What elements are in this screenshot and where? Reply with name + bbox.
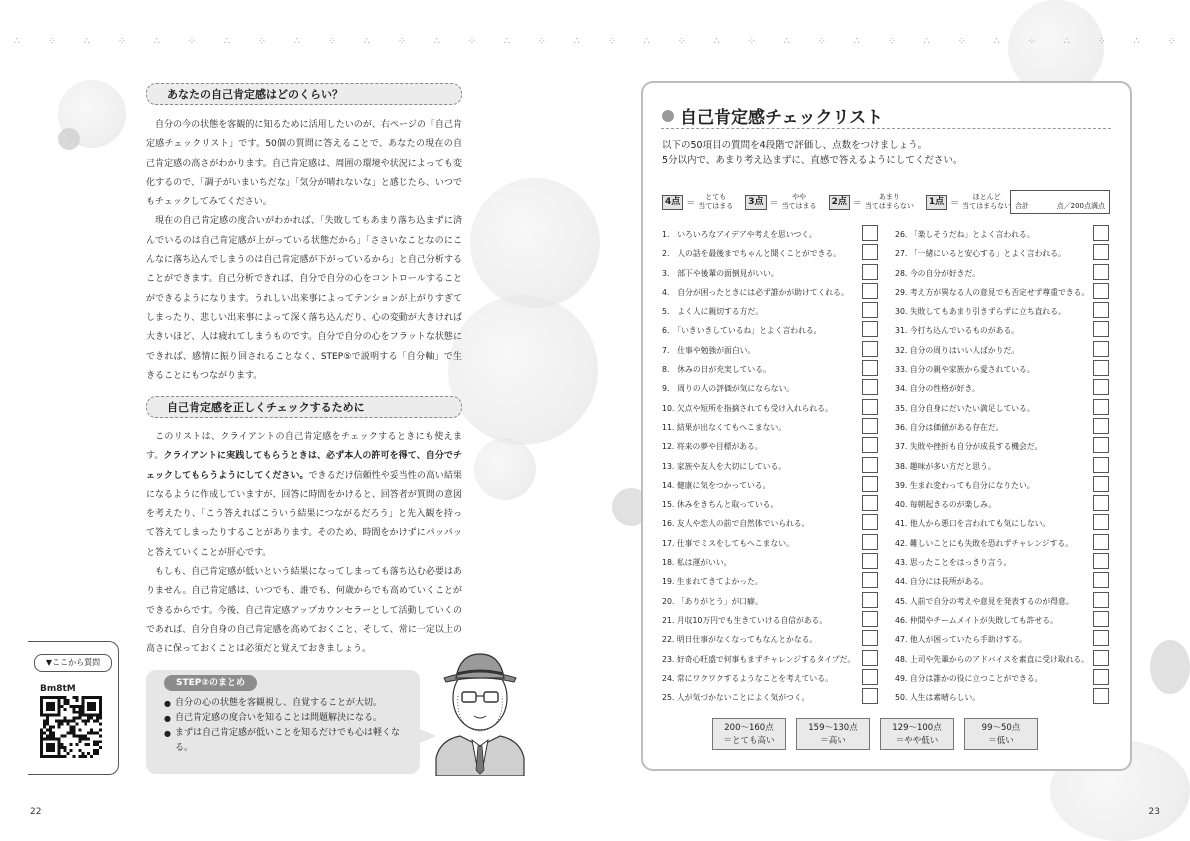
question-row xyxy=(662,630,878,649)
legend-points: 2点 xyxy=(829,195,850,210)
decorative-blob xyxy=(448,295,598,445)
score-checkbox[interactable] xyxy=(862,495,878,511)
ornament-mark: ∴ xyxy=(83,36,91,47)
question-text: 28. 今の自分が好きだ。 xyxy=(895,268,981,278)
ornament-mark: ∴ xyxy=(13,36,21,47)
score-checkbox[interactable] xyxy=(1093,630,1109,646)
question-row xyxy=(895,302,1111,321)
question-text: 6. 「いきいきしているね」とよく言われる。 xyxy=(662,326,822,336)
score-checkbox[interactable] xyxy=(862,457,878,473)
score-checkbox[interactable] xyxy=(1093,399,1109,415)
question-text: 26. 「楽しそうだね」とよく言われる。 xyxy=(895,230,1035,239)
ornament-mark: ⁘ xyxy=(747,36,757,47)
question-text: 25. 人が気づかないことによく気がつく。 xyxy=(662,693,810,703)
decorative-blob xyxy=(470,178,600,308)
question-text: 11. 結果が出なくてもへこまない。 xyxy=(662,422,787,432)
question-row xyxy=(662,360,878,379)
question-row xyxy=(895,283,1111,302)
ornament-mark: ∴ xyxy=(853,36,860,47)
score-checkbox[interactable] xyxy=(1093,302,1109,318)
question-text: 33. 自分の親や家族から愛されている。 xyxy=(895,365,1035,375)
ornament-mark: ∴ xyxy=(573,36,581,47)
question-text: 2. 人の話を最後までちゃんと聞くことができる。 xyxy=(662,249,841,259)
score-checkbox[interactable] xyxy=(1093,244,1109,260)
section-body xyxy=(146,428,462,660)
question-row xyxy=(662,572,878,591)
score-checkbox[interactable] xyxy=(1093,418,1109,434)
question-text: 38. 趣味が多い方だと思う。 xyxy=(895,461,996,471)
decorative-blob xyxy=(1150,640,1190,694)
score-checkbox[interactable] xyxy=(1093,457,1109,473)
question-text: 44. 自分には長所がある。 xyxy=(895,577,988,587)
legend-desc: やや 当てはまる xyxy=(781,193,817,210)
score-checkbox[interactable] xyxy=(862,399,878,415)
score-range-box: 200～160点 ＝とても高い xyxy=(712,718,786,750)
ornament-mark: ∴ xyxy=(993,36,1000,47)
top-ornament-border xyxy=(0,36,1190,50)
score-range-box: 159～130点 ＝高い xyxy=(796,718,870,750)
ornament-mark: ⁘ xyxy=(1027,36,1036,47)
score-checkbox[interactable] xyxy=(862,669,878,685)
score-checkbox[interactable] xyxy=(1093,688,1109,704)
ornament-mark: ∴ xyxy=(923,36,930,47)
question-text: 1. いろいろなアイデアや考えを思いつく。 xyxy=(662,230,817,239)
question-text: 15. 休みをきちんと取っている。 xyxy=(662,500,779,510)
question-text: 21. 月収10万円でも生きていける自信がある。 xyxy=(662,615,828,625)
question-text: 24. 常にワクワクするようなことを考えている。 xyxy=(662,673,833,683)
question-text: 36. 自分は価値がある存在だ。 xyxy=(895,422,1004,432)
question-row xyxy=(895,592,1111,611)
ornament-mark: ∴ xyxy=(783,36,790,47)
bold-emphasis: クライアントに実践してもらうときは、必ず本人の許可を得て、自分でチェックしてもらうようにしてください。 xyxy=(146,451,462,481)
question-row xyxy=(895,225,1111,244)
question-text: 4. 自分が困ったときには必ず誰かが助けてくれる。 xyxy=(662,287,849,297)
score-checkbox[interactable] xyxy=(1093,379,1109,395)
score-checkbox[interactable] xyxy=(1093,650,1109,666)
question-row xyxy=(662,495,878,514)
question-text: 41. 他人から悪口を言われても気にしない。 xyxy=(895,519,1051,529)
ornament-mark: ⁘ xyxy=(467,36,477,47)
question-text: 17. 仕事でミスをしてもへこまない。 xyxy=(662,538,794,548)
score-checkbox[interactable] xyxy=(862,572,878,588)
question-text: 7. 仕事や勉強が面白い。 xyxy=(662,345,756,355)
total-score-field[interactable] xyxy=(1010,190,1110,214)
score-checkbox[interactable] xyxy=(1093,225,1109,241)
ornament-mark: ⁘ xyxy=(187,36,197,47)
person-illustration xyxy=(430,640,530,776)
summary-list xyxy=(164,696,404,756)
section-heading-text: あなたの自己肯定感はどのくらい？ xyxy=(167,88,343,101)
score-checkbox[interactable] xyxy=(862,283,878,299)
question-row xyxy=(662,688,878,707)
ornament-mark: ∴ xyxy=(433,36,441,47)
question-row xyxy=(662,611,878,630)
divider xyxy=(661,128,1111,129)
question-text: 37. 失敗や挫折も自分が成長する機会だ。 xyxy=(895,442,1043,452)
score-checkbox[interactable] xyxy=(1093,669,1109,685)
ornament-mark: ⁘ xyxy=(327,36,337,47)
question-text: 5. よく人に親切する方だ。 xyxy=(662,307,764,317)
score-checkbox[interactable] xyxy=(1093,283,1109,299)
score-checkbox[interactable] xyxy=(1093,341,1109,357)
score-legend: 4点 ＝ とても 当てはまる 3点 ＝ やや 当てはまる 2点 ＝ あまり 当てはまらない 1点 ＝ ほとんど 当てはまらない xyxy=(662,193,1023,211)
ornament-mark: ∴ xyxy=(223,36,231,47)
score-checkbox[interactable] xyxy=(862,592,878,608)
question-text: 9. 周りの人の評価が気にならない。 xyxy=(662,384,795,394)
question-row xyxy=(662,283,878,302)
legend-desc: あまり 当てはまらない xyxy=(864,193,914,210)
ornament-mark: ⁘ xyxy=(1167,36,1176,47)
ornament-mark: ⁘ xyxy=(957,36,966,47)
score-checkbox[interactable] xyxy=(862,225,878,241)
paragraph: 自分の今の状態を客観的に知るために活用したいのが、右ページの「自己肯定感チェックリスト」です。50個の質問に答えることで、あなたの現在の自己肯定感の高さがわかります。自己肯定感は、周囲の環境や状況によっても変化するので、「調子がいまいちだな」「気分が晴れないな」と感じたら、いつでもチェックしてみてください。 xyxy=(146,120,462,208)
ornament-mark: ⁘ xyxy=(607,36,617,47)
score-checkbox[interactable] xyxy=(862,514,878,530)
score-checkbox[interactable] xyxy=(1093,553,1109,569)
score-checkbox[interactable] xyxy=(862,553,878,569)
question-row xyxy=(662,437,878,456)
question-row xyxy=(662,592,878,611)
legend-points: 1点 xyxy=(926,195,947,210)
question-row xyxy=(662,225,878,244)
legend-points: 3点 xyxy=(745,195,766,210)
score-checkbox[interactable] xyxy=(862,611,878,627)
total-label: 合計 xyxy=(1015,202,1029,210)
ornament-mark: ∴ xyxy=(1133,36,1140,47)
question-text: 39. 生まれ変わっても自分になりたい。 xyxy=(895,480,1035,490)
question-row xyxy=(895,476,1111,495)
question-row xyxy=(662,457,878,476)
ornament-mark: ∴ xyxy=(293,36,301,47)
score-checkbox[interactable] xyxy=(862,302,878,318)
question-row xyxy=(895,495,1111,514)
question-row xyxy=(895,514,1111,533)
question-text: 50. 人生は素晴らしい。 xyxy=(895,693,981,703)
summary-tag: STEP②のまとめ xyxy=(164,675,257,691)
checklist-intro: 以下の50項目の質問を4段階で評価し、点数をつけましょう。 5分以内で、あまり考え込まずに、直感で答えるようにしてください。 xyxy=(662,140,963,166)
question-text: 10. 欠点や短所を指摘されても受け入れられる。 xyxy=(662,403,833,413)
question-row xyxy=(895,572,1111,591)
checklist-title: 自己肯定感チェックリスト xyxy=(662,103,883,128)
question-row xyxy=(895,379,1111,398)
question-text: 13. 家族や友人を大切にしている。 xyxy=(662,461,787,471)
paragraph: もしも、自己肯定感が低いという結果になってしまっても落ち込む必要はありません。自己肯定感は、いつでも、誰でも、何歳からでも高めていくことができるからです。今後、自己肯定感アップカウンセラーとして活動していくのであれば、自分自身の自己肯定感を高めておくこと、そして、常に一定以上の高さに保っておくことは必須だと覚えておきましょう。 xyxy=(146,567,462,655)
question-text: 20. 「ありがとう」が口癖。 xyxy=(662,596,763,606)
qr-tab: ▼ここから質問 xyxy=(34,654,112,672)
score-checkbox[interactable] xyxy=(862,341,878,357)
section-heading-text: 自己肯定感を正しくチェックするために xyxy=(167,401,365,414)
question-row xyxy=(895,553,1111,572)
question-text: 48. 上司や先輩からのアドバイスを素直に受け取れる。 xyxy=(895,654,1089,664)
question-row xyxy=(662,650,878,669)
score-checkbox[interactable] xyxy=(1093,514,1109,530)
score-checkbox[interactable] xyxy=(1093,476,1109,492)
decorative-blob xyxy=(58,128,80,150)
question-text: 32. 自分の周りはいい人ばかりだ。 xyxy=(895,345,1020,355)
question-row xyxy=(895,399,1111,418)
question-row xyxy=(662,534,878,553)
question-row xyxy=(895,534,1111,553)
question-text: 16. 友人や恋人の前で自然体でいられる。 xyxy=(662,519,810,529)
ornament-mark: ∴ xyxy=(503,36,511,47)
score-checkbox[interactable] xyxy=(862,534,878,550)
score-checkbox[interactable] xyxy=(862,418,878,434)
ornament-mark: ⁘ xyxy=(117,36,127,47)
question-row xyxy=(895,630,1111,649)
score-checkbox[interactable] xyxy=(1093,572,1109,588)
score-checkbox[interactable] xyxy=(862,437,878,453)
question-text: 45. 人前で自分の考えや意見を発表するのが得意。 xyxy=(895,596,1074,606)
question-row xyxy=(662,399,878,418)
question-row xyxy=(662,321,878,340)
score-checkbox[interactable] xyxy=(862,379,878,395)
paragraph: このリストは、クライアントの自己肯定感をチェックするときにも使えます。クライアントに実践してもらうときは、必ず本人の許可を得て、自分でチェックしてもらうようにしてください。できるだけ信頼性や妥当性の高い結果になるように作成していますが、回答に時間をかけると、回答者が質問の意図を考えたり、「こう答えればこういう結果につながるだろう」と先入観を持って答えてしまったりすることがあります。そのため、時間をかけずにパッパッと答えていくことが肝心です。 xyxy=(146,432,462,558)
question-text: 30. 失敗してもあまり引きずらずに立ち直れる。 xyxy=(895,307,1066,317)
score-checkbox[interactable] xyxy=(862,630,878,646)
total-suffix: 点／200点満点 xyxy=(1056,202,1105,210)
list-item: ● まずは自己肯定感が低いことを知るだけでも心は軽くなる。 xyxy=(164,726,404,756)
question-row xyxy=(895,669,1111,688)
question-row xyxy=(662,244,878,263)
question-row xyxy=(895,360,1111,379)
ornament-mark: ⁘ xyxy=(537,36,547,47)
question-row xyxy=(895,321,1111,340)
question-row xyxy=(662,302,878,321)
score-checkbox[interactable] xyxy=(862,244,878,260)
legend-desc: ほとんど 当てはまらない xyxy=(962,193,1012,210)
paragraph: 現在の自己肯定感の度合いがわかれば、「失敗してもあまり落ち込まずに済んでいるのは自己肯定感が上がっている状態だから」「ささいなことなのにこんなに落ち込んでしまうのは自己肯定感が下がっているから」と自己分析することができます。自己分析できれば、自分で自分の心をコントロールすることができるようになります。うれしい出来事によってテンションが上がりすぎてしまったり、悲しい出来事によって深く落ち込んだり、心の変動が大きければ大きいほど、人は疲れてしまうものです。自分で自分の心をフラットな状態にできれば、感情に振り回されることなく、STEP⑤で説明する「自分軸」で生きることにもつながります。 xyxy=(146,216,462,381)
score-ranges xyxy=(712,718,1038,750)
question-row xyxy=(895,437,1111,456)
section-heading xyxy=(146,396,462,418)
score-checkbox[interactable] xyxy=(1093,264,1109,280)
question-row xyxy=(662,514,878,533)
score-checkbox[interactable] xyxy=(1093,611,1109,627)
question-row xyxy=(662,264,878,283)
question-text: 8. 休みの日が充実している。 xyxy=(662,365,771,375)
title-dot-icon xyxy=(662,110,674,122)
score-checkbox[interactable] xyxy=(862,321,878,337)
ornament-mark: ∴ xyxy=(363,36,371,47)
ornament-mark: ∴ xyxy=(1063,36,1070,47)
page-number: 23 xyxy=(1148,807,1160,817)
ornament-mark: ⁘ xyxy=(677,36,687,47)
question-row xyxy=(662,476,878,495)
score-checkbox[interactable] xyxy=(1093,360,1109,376)
question-row xyxy=(662,341,878,360)
question-row xyxy=(895,688,1111,707)
question-text: 34. 自分の性格が好き。 xyxy=(895,384,980,394)
question-text: 23. 好奇心旺盛で何事もまずチャレンジするタイプだ。 xyxy=(662,654,856,664)
ornament-mark: ⁘ xyxy=(817,36,826,47)
question-row xyxy=(662,669,878,688)
ornament-mark: ⁘ xyxy=(887,36,896,47)
question-text: 18. 私は運がいい。 xyxy=(662,558,732,568)
question-text: 14. 健康に気をつかっている。 xyxy=(662,480,771,490)
question-text: 40. 毎朝起きるのが楽しみ。 xyxy=(895,500,997,510)
score-checkbox[interactable] xyxy=(1093,321,1109,337)
question-text: 12. 将来の夢や目標がある。 xyxy=(662,442,763,452)
question-list xyxy=(895,225,1111,707)
question-row xyxy=(895,244,1111,263)
ornament-mark: ⁘ xyxy=(397,36,407,47)
ornament-mark: ⁘ xyxy=(1097,36,1106,47)
question-row xyxy=(662,418,878,437)
ornament-mark: ⁘ xyxy=(47,36,57,47)
decorative-blob xyxy=(474,438,536,500)
score-checkbox[interactable] xyxy=(862,688,878,704)
section-heading xyxy=(146,83,462,105)
question-text: 19. 生まれてきてよかった。 xyxy=(662,577,763,587)
question-row xyxy=(895,341,1111,360)
question-text: 27. 「一緒にいると安心する」とよく言われる。 xyxy=(895,249,1066,259)
question-row xyxy=(895,264,1111,283)
score-range-box: 129～100点 ＝やや低い xyxy=(880,718,954,750)
score-checkbox[interactable] xyxy=(1093,534,1109,550)
question-text: 31. 今打ち込んでいるものがある。 xyxy=(895,326,1020,336)
question-text: 29. 考え方が異なる人の意見でも否定せず尊重できる。 xyxy=(895,287,1090,297)
question-row xyxy=(662,379,878,398)
ornament-mark: ∴ xyxy=(713,36,721,47)
page-number: 22 xyxy=(30,807,42,817)
question-text: 35. 自分自身にだいたい満足している。 xyxy=(895,403,1035,413)
score-checkbox[interactable] xyxy=(1093,437,1109,453)
question-text: 49. 自分は誰かの役に立つことができる。 xyxy=(895,673,1043,683)
question-row xyxy=(895,457,1111,476)
qr-code-icon[interactable] xyxy=(40,696,102,758)
question-text: 43. 思ったことをはっきり言う。 xyxy=(895,558,1012,568)
qr-code-text: Bm8tM xyxy=(40,684,76,694)
section-body xyxy=(146,116,462,386)
question-text: 22. 明日仕事がなくなってもなんとかなる。 xyxy=(662,635,818,645)
score-checkbox[interactable] xyxy=(1093,495,1109,511)
list-item: ● 自分の心の状態を客観視し、自覚することが大切。 xyxy=(164,696,404,711)
question-text: 3. 部下や後輩の面倒見がいい。 xyxy=(662,268,779,278)
question-text: 46. 仲間やチームメイトが失敗しても許せる。 xyxy=(895,615,1058,625)
score-range-box: 99～50点 ＝低い xyxy=(964,718,1038,750)
question-row xyxy=(895,650,1111,669)
question-row xyxy=(895,418,1111,437)
score-checkbox[interactable] xyxy=(862,264,878,280)
question-list xyxy=(662,225,878,707)
legend-points: 4点 xyxy=(662,195,683,210)
score-checkbox[interactable] xyxy=(1093,592,1109,608)
list-item: ● 自己肯定感の度合いを知ることは問題解決になる。 xyxy=(164,711,404,726)
score-checkbox[interactable] xyxy=(862,476,878,492)
ornament-mark: ∴ xyxy=(153,36,161,47)
question-row xyxy=(895,611,1111,630)
ornament-mark: ∴ xyxy=(643,36,651,47)
ornament-mark: ⁘ xyxy=(257,36,267,47)
legend-desc: とても 当てはまる xyxy=(698,193,734,210)
score-checkbox[interactable] xyxy=(862,360,878,376)
triangle-down-icon: ▼ xyxy=(45,658,53,667)
question-text: 42. 難しいことにも失敗を恐れずチャレンジする。 xyxy=(895,538,1073,548)
question-row xyxy=(662,553,878,572)
question-text: 47. 他人が困っていたら手助けする。 xyxy=(895,635,1027,645)
score-checkbox[interactable] xyxy=(862,650,878,666)
